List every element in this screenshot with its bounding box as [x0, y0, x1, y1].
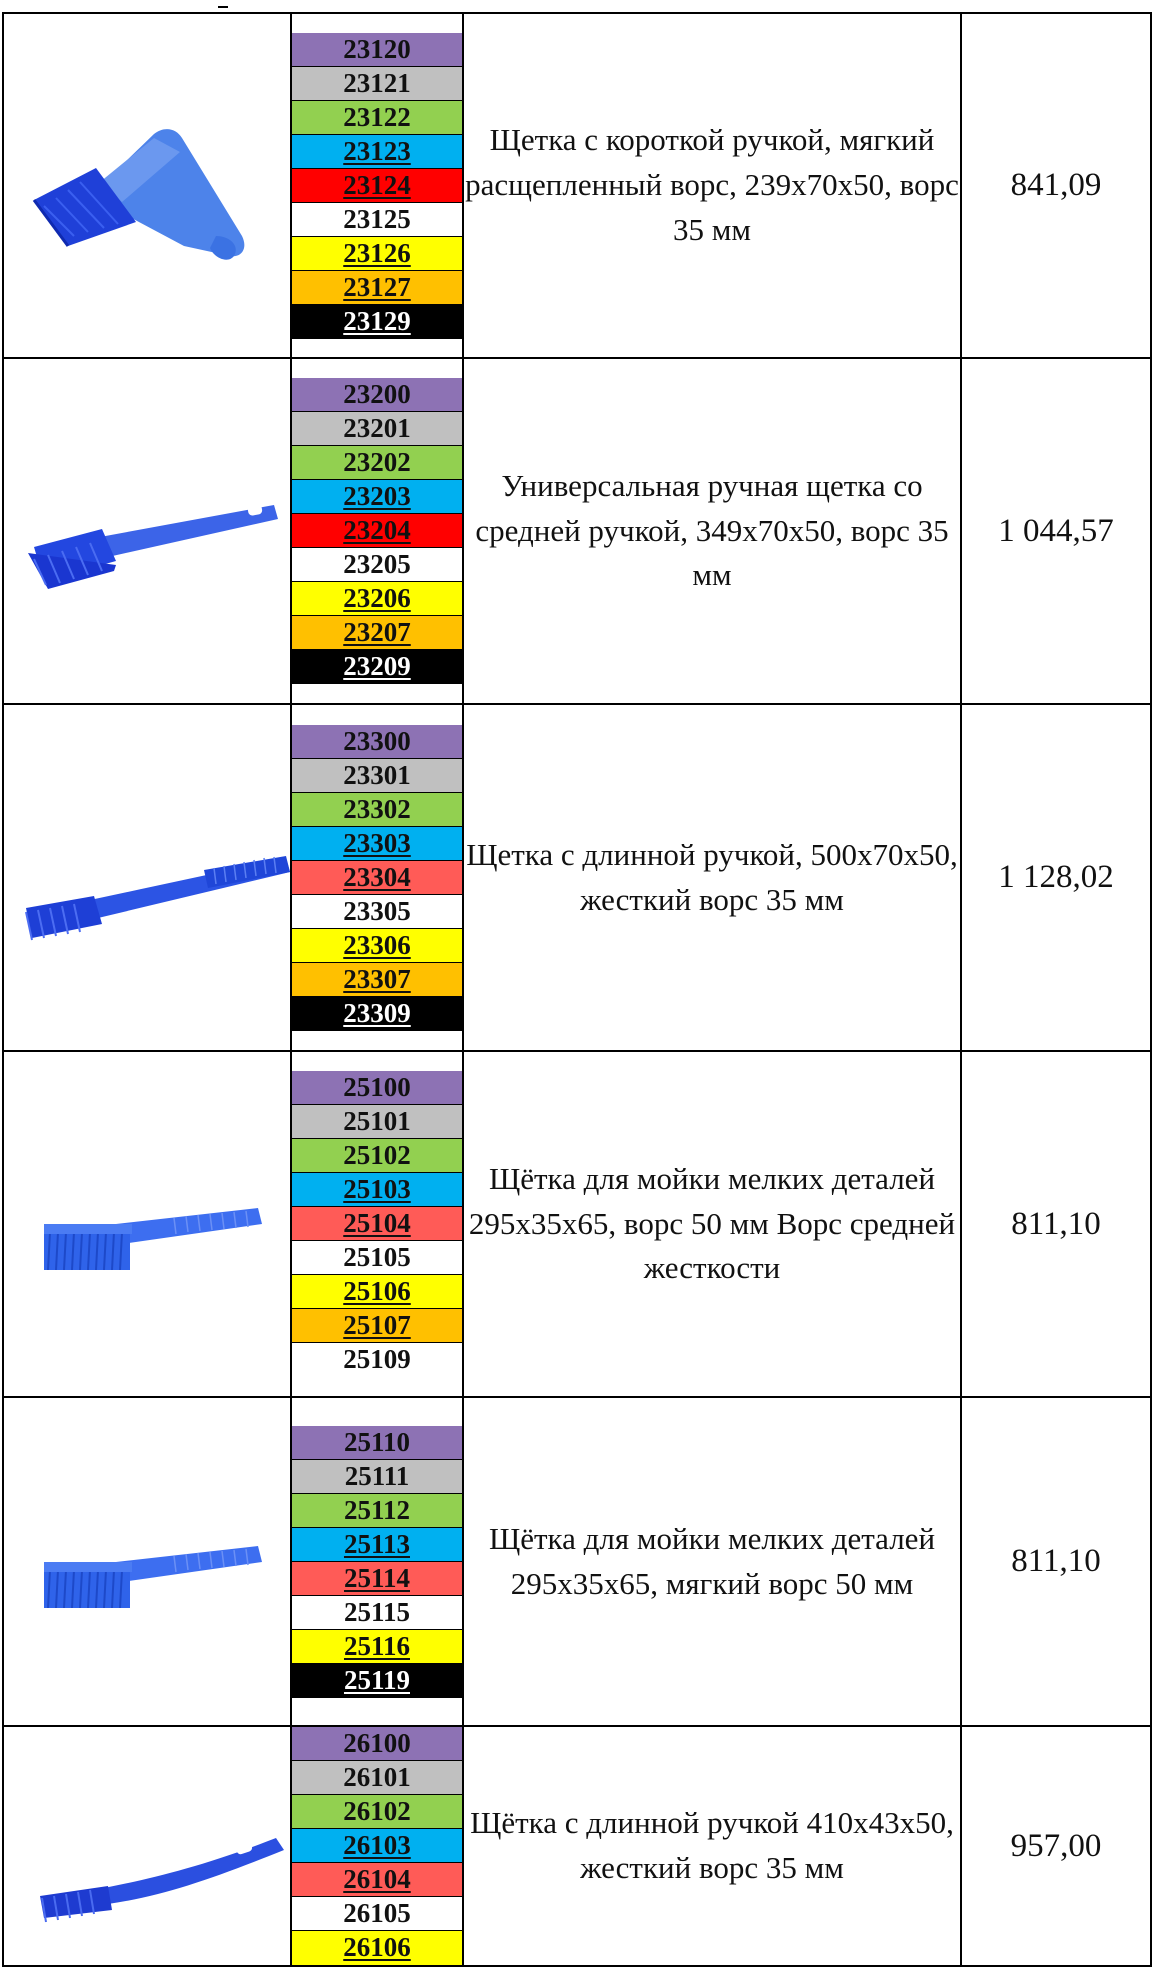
article-code-text: 23124: [343, 169, 411, 200]
article-code: [292, 1207, 462, 1241]
article-code: [292, 861, 462, 895]
article-code: [292, 929, 462, 963]
product-image-cell: [3, 1397, 291, 1726]
article-code-list: [292, 1426, 462, 1698]
article-code: [292, 305, 462, 339]
article-code: [292, 548, 462, 582]
article-code-list: [292, 1727, 462, 1965]
article-code: [292, 1105, 462, 1139]
article-code-text: 25105: [343, 1242, 411, 1272]
product-description: Щётка для мойки мелких деталей 295х35х65, мягкий ворс 50 мм: [463, 1397, 961, 1726]
article-code-text: 25115: [343, 1596, 410, 1627]
article-code-text: 26104: [343, 1864, 411, 1894]
article-code-text: 25116: [343, 1630, 410, 1661]
article-code: [292, 1343, 462, 1377]
product-price: 811,10: [961, 1397, 1151, 1726]
product-price: 841,09: [961, 13, 1151, 358]
article-code-text: 23305: [343, 895, 411, 926]
product-image-cell: [3, 358, 291, 704]
article-code-list: [292, 725, 462, 1031]
article-code: [292, 378, 462, 412]
article-code: [292, 1897, 462, 1931]
detail-washing-brush-icon: [4, 1124, 290, 1324]
article-code: [292, 169, 462, 203]
article-code-text: 25110: [343, 1426, 410, 1457]
article-code-text: 23203: [343, 481, 411, 511]
article-code-text: 23306: [343, 929, 411, 960]
product-description: Универсальная ручная щетка со средней ручкой, 349х70х50, ворс 35 мм: [463, 358, 961, 704]
product-image-cell: [3, 1726, 291, 1966]
article-code-text: 25100: [343, 1072, 411, 1102]
price-table-body: [3, 13, 1151, 1966]
short-handle-brush-icon: [4, 86, 290, 286]
article-code-text: 23300: [343, 725, 411, 756]
article-code: [292, 33, 462, 67]
article-code-text: 26101: [343, 1762, 411, 1792]
article-code-text: 25111: [344, 1460, 410, 1491]
article-code: [292, 67, 462, 101]
article-code-text: 23200: [343, 379, 411, 409]
article-codes-cell: [291, 1726, 463, 1966]
article-code-text: 25113: [343, 1528, 410, 1559]
article-codes-cell: [291, 1051, 463, 1397]
article-code-text: 25106: [343, 1276, 411, 1306]
article-code-text: 25114: [343, 1562, 410, 1593]
article-code-text: 26102: [343, 1796, 411, 1826]
article-code-text: 23207: [343, 617, 411, 647]
article-code-text: 25112: [343, 1494, 410, 1525]
article-code: [292, 827, 462, 861]
product-description: Щетка с короткой ручкой, мягкий расщепленный ворс, 239х70х50, ворс 35 мм: [463, 13, 961, 358]
article-code: [292, 1071, 462, 1105]
article-code-text: 23122: [343, 101, 411, 132]
article-code: [292, 412, 462, 446]
article-code-text: 25109: [343, 1344, 411, 1374]
article-codes-cell: [291, 704, 463, 1051]
product-description: Щетка с длинной ручкой, 500х70х50, жесткий ворс 35 мм: [463, 704, 961, 1051]
article-code-text: 23123: [343, 135, 411, 166]
article-code-text: 23126: [343, 237, 411, 268]
article-code-text: 23121: [343, 67, 411, 98]
product-row: [3, 1051, 1151, 1397]
article-code: [292, 1795, 462, 1829]
article-code: [292, 1528, 462, 1562]
article-code: [292, 1494, 462, 1528]
article-code: [292, 759, 462, 793]
article-code-text: 23205: [343, 549, 411, 579]
price-list-sheet: [2, 12, 1152, 1962]
article-code: [292, 101, 462, 135]
article-code-text: 26106: [343, 1932, 411, 1962]
product-image-cell: [3, 13, 291, 358]
article-code: [292, 446, 462, 480]
price-table: [2, 12, 1152, 1967]
article-code-text: 23304: [343, 861, 411, 892]
article-code: [292, 1630, 462, 1664]
long-handle-brush-icon: [4, 778, 290, 978]
article-code: [292, 725, 462, 759]
article-codes-cell: [291, 1397, 463, 1726]
article-codes-cell: [291, 13, 463, 358]
article-code: [292, 793, 462, 827]
article-code-text: 23127: [343, 271, 411, 302]
product-image-cell: [3, 704, 291, 1051]
article-code-text: 25104: [343, 1208, 411, 1238]
article-code: [292, 271, 462, 305]
article-code-text: 25107: [343, 1310, 411, 1340]
article-code-text: 25102: [343, 1140, 411, 1170]
article-code: [292, 1562, 462, 1596]
product-price: 811,10: [961, 1051, 1151, 1397]
top-edge-mark: [218, 6, 228, 8]
product-price: 1 044,57: [961, 358, 1151, 704]
article-code-text: 23206: [343, 583, 411, 613]
article-code: [292, 237, 462, 271]
article-code-list: [292, 378, 462, 684]
article-code: [292, 1863, 462, 1897]
product-description: Щётка для мойки мелких деталей 295х35х65, ворс 50 мм Ворс средней жесткости: [463, 1051, 961, 1397]
article-code: [292, 1309, 462, 1343]
product-row: [3, 358, 1151, 704]
article-code-text: 23204: [343, 515, 411, 545]
article-code: [292, 1829, 462, 1863]
product-price: 957,00: [961, 1726, 1151, 1966]
article-code-text: 23302: [343, 793, 411, 824]
article-code-text: 23125: [343, 203, 411, 234]
article-code: [292, 1727, 462, 1761]
article-code: [292, 203, 462, 237]
product-description: Щётка с длинной ручкой 410х43х50, жесткий ворс 35 мм: [463, 1726, 961, 1966]
product-price: 1 128,02: [961, 704, 1151, 1051]
article-code: [292, 997, 462, 1031]
product-row: [3, 13, 1151, 358]
article-code-text: 25101: [343, 1106, 411, 1136]
product-row: [3, 1397, 1151, 1726]
article-codes-cell: [291, 358, 463, 704]
article-code-text: 25119: [343, 1664, 410, 1695]
article-code: [292, 1173, 462, 1207]
article-code-text: 25103: [343, 1174, 411, 1204]
detail-washing-brush-icon: [4, 1462, 290, 1662]
article-code: [292, 1460, 462, 1494]
article-code: [292, 514, 462, 548]
article-code-text: 26105: [343, 1898, 411, 1928]
article-code-list: [292, 1071, 462, 1377]
article-code: [292, 1139, 462, 1173]
article-code-text: 23309: [343, 997, 411, 1028]
medium-handle-brush-icon: [4, 431, 290, 631]
article-code-text: 23201: [343, 413, 411, 443]
article-code: [292, 895, 462, 929]
article-code: [292, 616, 462, 650]
article-code-text: 23303: [343, 827, 411, 858]
article-code: [292, 135, 462, 169]
article-code-text: 23307: [343, 963, 411, 994]
article-code: [292, 963, 462, 997]
product-row: [3, 704, 1151, 1051]
article-code: [292, 1664, 462, 1698]
article-code-text: 23129: [343, 305, 411, 336]
article-code: [292, 1931, 462, 1965]
product-row: [3, 1726, 1151, 1966]
article-code: [292, 1241, 462, 1275]
article-code-text: 23120: [343, 33, 411, 64]
article-code: [292, 1596, 462, 1630]
article-code: [292, 1426, 462, 1460]
article-code: [292, 480, 462, 514]
article-code-text: 23209: [343, 651, 411, 681]
article-code: [292, 1275, 462, 1309]
article-code: [292, 582, 462, 616]
article-code-text: 23301: [343, 759, 411, 790]
article-code-list: [292, 33, 462, 339]
product-image-cell: [3, 1051, 291, 1397]
article-code-text: 26100: [343, 1728, 411, 1758]
article-code-text: 23202: [343, 447, 411, 477]
article-code: [292, 1761, 462, 1795]
article-code: [292, 650, 462, 684]
long-curved-handle-brush-icon: [4, 1746, 290, 1946]
article-code-text: 26103: [343, 1830, 411, 1860]
